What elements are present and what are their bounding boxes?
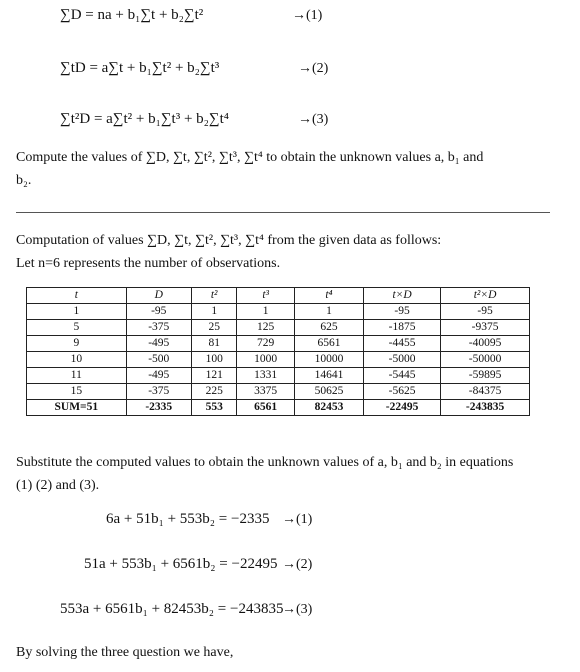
table-cell: -50000	[441, 352, 530, 368]
table-cell: -4455	[364, 336, 441, 352]
substitute-line-2: (1) (2) and (3).	[16, 478, 100, 493]
normal-equation-1: ∑D = na + b₁∑t + b₂∑t²	[60, 7, 204, 23]
sum-cell: -22495	[364, 400, 441, 416]
table-cell: 9	[27, 336, 127, 352]
system-ref-2: →(2)	[282, 557, 313, 572]
table-cell: -95	[364, 304, 441, 320]
table-cell: 3375	[237, 384, 294, 400]
table-cell: 121	[191, 368, 237, 384]
table-cell: 6561	[294, 336, 363, 352]
header-d: D	[126, 288, 191, 304]
table-cell: -5445	[364, 368, 441, 384]
table-cell: -5625	[364, 384, 441, 400]
table-cell: -95	[126, 304, 191, 320]
table-cell: -375	[126, 320, 191, 336]
table-cell: -495	[126, 368, 191, 384]
section-divider	[16, 212, 550, 213]
equation-ref-2: →(2)	[298, 61, 329, 76]
table-cell: 15	[27, 384, 127, 400]
table-row	[27, 320, 530, 336]
table-cell: 81	[191, 336, 237, 352]
substitute-line-1: Substitute the computed values to obtain the unknown values of a, b₁ and b₂ in equations	[16, 455, 514, 470]
table-cell: -84375	[441, 384, 530, 400]
table-sum-row	[27, 400, 530, 416]
system-ref-1: →(1)	[282, 512, 313, 527]
computation-line-2: Let n=6 represents the number of observations.	[16, 256, 281, 271]
table-cell: -1875	[364, 320, 441, 336]
table-cell: 5	[27, 320, 127, 336]
header-t2: t²	[191, 288, 237, 304]
table-cell: 1	[27, 304, 127, 320]
table-row	[27, 384, 530, 400]
header-t4: t⁴	[294, 288, 363, 304]
table-cell: -495	[126, 336, 191, 352]
table-cell: -95	[441, 304, 530, 320]
table-cell: -40095	[441, 336, 530, 352]
sum-cell: 6561	[237, 400, 294, 416]
closing-line: By solving the three question we have,	[16, 645, 234, 660]
table-cell: 1331	[237, 368, 294, 384]
system-equation-3: 553a + 6561b₁ + 82453b₂ = −243835	[60, 601, 284, 617]
sum-cell: 82453	[294, 400, 363, 416]
table-cell: 11	[27, 368, 127, 384]
table-cell: 625	[294, 320, 363, 336]
normal-equation-3: ∑t²D = a∑t² + b₁∑t³ + b₂∑t⁴	[60, 111, 229, 127]
system-equation-1: 6a + 51b₁ + 553b₂ = −2335	[106, 511, 270, 527]
table-cell: 10	[27, 352, 127, 368]
table-cell: 1	[191, 304, 237, 320]
table-cell: 25	[191, 320, 237, 336]
sum-cell: -2335	[126, 400, 191, 416]
table-cell: 14641	[294, 368, 363, 384]
table-row	[27, 304, 530, 320]
table-row	[27, 352, 530, 368]
header-t: t	[27, 288, 127, 304]
header-t3: t³	[237, 288, 294, 304]
intro-line-1: Compute the values of ∑D, ∑t, ∑t², ∑t³, ∑t⁴ to obtain the unknown values a, b₁ and	[16, 150, 484, 165]
equation-ref-1: →(1)	[292, 8, 323, 23]
system-ref-3: →(3)	[282, 602, 313, 617]
table-cell: -500	[126, 352, 191, 368]
header-txd: t×D	[364, 288, 441, 304]
system-equation-2: 51a + 553b₁ + 6561b₂ = −22495	[84, 556, 278, 572]
computation-table	[26, 287, 530, 416]
table-cell: 125	[237, 320, 294, 336]
table-cell: -375	[126, 384, 191, 400]
table-cell: -5000	[364, 352, 441, 368]
table-cell: 1000	[237, 352, 294, 368]
sum-cell: -243835	[441, 400, 530, 416]
table-cell: 10000	[294, 352, 363, 368]
table-cell: -9375	[441, 320, 530, 336]
sum-cell: SUM=51	[27, 400, 127, 416]
table-row	[27, 368, 530, 384]
equation-ref-3: →(3)	[298, 112, 329, 127]
table-header-row	[27, 288, 530, 304]
table-cell: 50625	[294, 384, 363, 400]
table-cell: 729	[237, 336, 294, 352]
computation-line-1: Computation of values ∑D, ∑t, ∑t², ∑t³, ∑t⁴ from the given data as follows:	[16, 233, 442, 248]
table-cell: -59895	[441, 368, 530, 384]
sum-cell: 553	[191, 400, 237, 416]
intro-line-2: b₂.	[16, 173, 32, 188]
table-cell: 100	[191, 352, 237, 368]
table-cell: 1	[237, 304, 294, 320]
table-row	[27, 336, 530, 352]
header-t2xd: t²×D	[441, 288, 530, 304]
table-cell: 225	[191, 384, 237, 400]
normal-equation-2: ∑tD = a∑t + b₁∑t² + b₂∑t³	[60, 60, 220, 76]
table-cell: 1	[294, 304, 363, 320]
